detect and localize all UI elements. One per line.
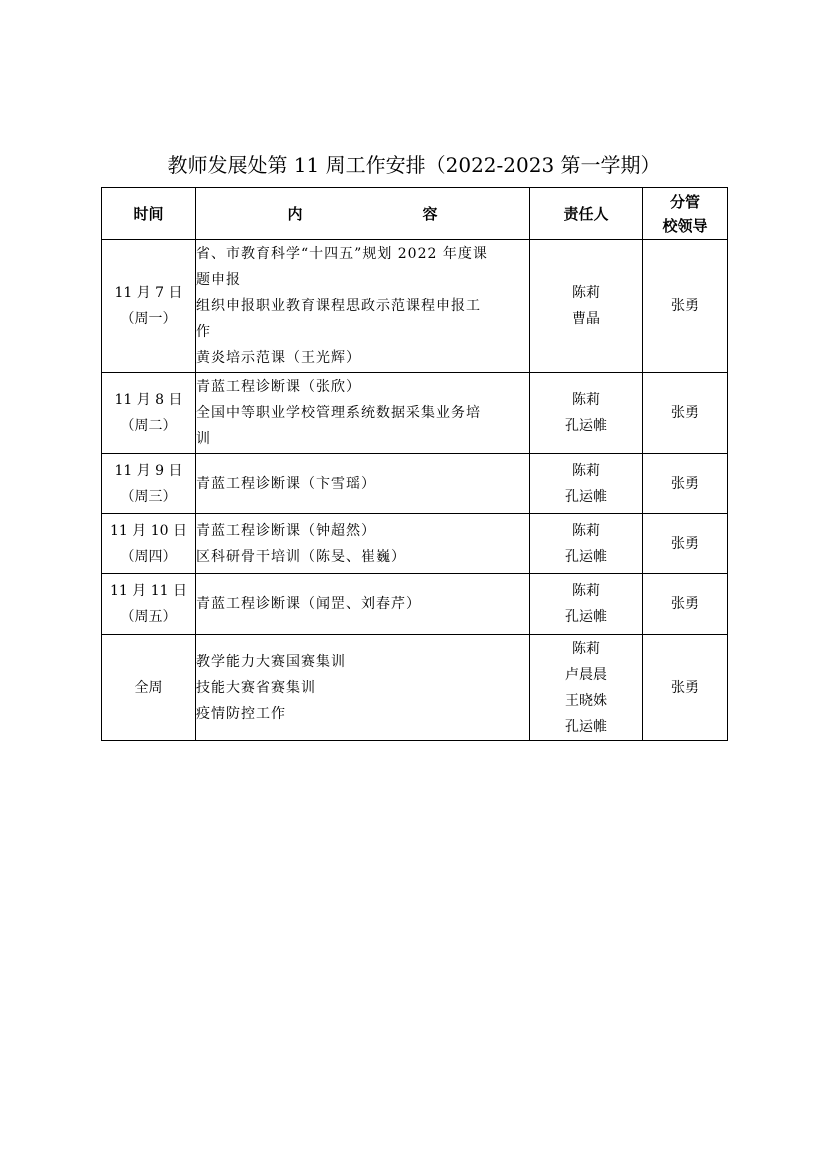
table-row: [102, 514, 728, 574]
content-cell: [196, 635, 530, 741]
header-responsible: 责任人: [530, 188, 643, 240]
weekday-text: （周五）: [120, 609, 177, 625]
date-text: 11 月 10 日: [110, 522, 187, 539]
date-cell: [102, 635, 196, 741]
content-cell: [196, 514, 530, 574]
date-cell: [102, 240, 196, 373]
content-cell: [196, 454, 530, 514]
date-text: 11 月 7 日: [114, 285, 183, 301]
responsible-name: 孔运帷: [565, 548, 607, 565]
content-line: 作: [196, 324, 211, 340]
weekday-text: （周四）: [120, 548, 177, 565]
date-cell: [102, 574, 196, 635]
weekday-text: （周二）: [120, 418, 177, 434]
responsible-name: 陈莉: [572, 640, 600, 657]
responsible-cell: [530, 454, 643, 514]
header-leader: [643, 188, 728, 240]
content-line: 区科研骨干培训（陈旻、崔巍）: [196, 548, 406, 565]
date-cell: [102, 373, 196, 454]
responsible-name: 卢晨晨: [565, 666, 607, 683]
responsible-name: 陈莉: [572, 392, 600, 408]
content-cell: [196, 574, 530, 635]
date-cell: [102, 454, 196, 514]
responsible-name: 陈莉: [572, 285, 600, 301]
table-header-row: [102, 188, 728, 240]
table-row: [102, 635, 728, 741]
leader-cell: 张勇: [643, 514, 728, 574]
content-line: 青蓝工程诊断课（卞雪瑶）: [196, 475, 376, 492]
content-line: 全国中等职业学校管理系统数据采集业务培: [196, 405, 481, 421]
header-content-left: 内: [287, 204, 303, 223]
responsible-name: 王晓姝: [565, 692, 607, 709]
date-text: 11 月 11 日: [110, 583, 187, 599]
content-line: 青蓝工程诊断课（张欣）: [196, 379, 361, 395]
content-line: 题申报: [196, 272, 241, 288]
header-time: 时间: [102, 188, 196, 240]
content-cell: [196, 373, 530, 454]
page-title: 教师发展处第 11 周工作安排（2022-2023 第一学期）: [167, 153, 661, 177]
responsible-name: 孔运帷: [565, 488, 607, 505]
content-cell: [196, 240, 530, 373]
content-line: 疫情防控工作: [196, 705, 286, 722]
responsible-cell: [530, 514, 643, 574]
content-line: 青蓝工程诊断课（闻罡、刘春芹）: [196, 596, 421, 612]
table-row: [102, 574, 728, 635]
header-leader-line2: 校领导: [662, 216, 708, 235]
header-content-right: 容: [422, 204, 438, 223]
responsible-cell: [530, 373, 643, 454]
header-content: [196, 188, 530, 240]
date-text: 全周: [134, 679, 163, 696]
content-line: 组织申报职业教育课程思政示范课程申报工: [196, 298, 481, 314]
schedule-table: [101, 187, 728, 741]
header-leader-line1: 分管: [669, 192, 700, 211]
responsible-name: 陈莉: [572, 522, 600, 539]
table-row: [102, 240, 728, 373]
responsible-name: 曹晶: [572, 311, 600, 327]
leader-cell: 张勇: [643, 454, 728, 514]
responsible-name: 孔运帷: [565, 418, 607, 434]
responsible-name: 孔运帷: [565, 609, 607, 625]
responsible-cell: [530, 574, 643, 635]
content-line: 训: [196, 431, 211, 447]
responsible-name: 孔运帷: [565, 718, 607, 735]
date-text: 11 月 8 日: [114, 392, 183, 408]
responsible-cell: [530, 240, 643, 373]
content-line: 青蓝工程诊断课（钟超然）: [196, 522, 376, 539]
content-line: 教学能力大赛国赛集训: [196, 653, 346, 670]
leader-cell: 张勇: [643, 635, 728, 741]
content-line: 省、市教育科学“十四五”规划 2022 年度课: [196, 246, 488, 262]
leader-cell: 张勇: [643, 373, 728, 454]
content-line: 技能大赛省赛集训: [196, 679, 316, 696]
responsible-name: 陈莉: [572, 462, 600, 479]
leader-cell: 张勇: [643, 240, 728, 373]
leader-cell: 张勇: [643, 574, 728, 635]
table-row: [102, 454, 728, 514]
date-text: 11 月 9 日: [114, 462, 183, 479]
content-line: 黄炎培示范课（王光辉）: [196, 350, 361, 366]
responsible-name: 陈莉: [572, 583, 600, 599]
date-cell: [102, 514, 196, 574]
table-row: [102, 373, 728, 454]
weekday-text: （周三）: [120, 488, 177, 505]
weekday-text: （周一）: [120, 311, 177, 327]
responsible-cell: [530, 635, 643, 741]
